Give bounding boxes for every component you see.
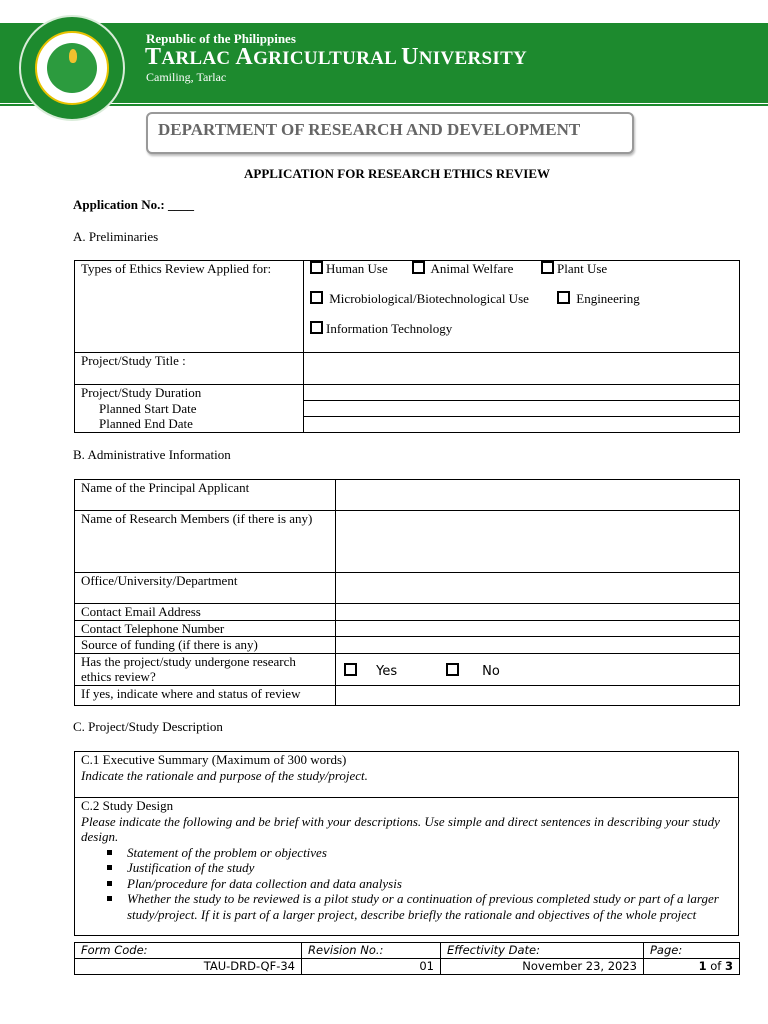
option-information-technology[interactable]: Information Technology: [310, 321, 452, 337]
executive-summary-note: Indicate the rationale and purpose of the study/project.: [81, 767, 368, 783]
page-label: Page:: [644, 943, 740, 959]
university-name: TARLAC AGRICULTURAL UNIVERSITY: [145, 44, 528, 70]
review-status-input[interactable]: [336, 685, 740, 705]
research-members-label: Name of Research Members (if there is any): [75, 511, 336, 573]
checkbox-icon[interactable]: [310, 261, 323, 274]
form-code-label: Form Code:: [75, 943, 302, 959]
study-design-list: [81, 845, 732, 923]
option-engineering[interactable]: Engineering: [557, 291, 640, 307]
types-options: [304, 261, 740, 353]
funding-label: Source of funding (if there is any): [75, 637, 336, 654]
admin-table: [74, 479, 740, 706]
form-footer: [74, 942, 740, 975]
form-code-value: TAU-DRD-QF-34: [75, 959, 302, 975]
ethics-review-options: [336, 653, 740, 685]
option-human-use[interactable]: Human Use: [310, 261, 388, 277]
executive-summary-title: C.1 Executive Summary (Maximum of 300 words): [81, 752, 347, 767]
checkbox-icon[interactable]: [557, 291, 570, 304]
description-table: [74, 751, 739, 936]
page-value: 1 of 3: [644, 959, 740, 975]
checkbox-icon[interactable]: [446, 663, 459, 676]
preliminaries-table: [74, 260, 740, 433]
option-microbiological[interactable]: Microbiological/Biotechnological Use: [310, 291, 529, 307]
section-a-heading: A. Preliminaries: [73, 229, 159, 244]
title-input[interactable]: [304, 353, 740, 385]
duration-label-cell: [75, 385, 304, 433]
principal-applicant-input[interactable]: [336, 480, 740, 511]
option-animal-welfare[interactable]: Animal Welfare: [412, 261, 513, 277]
location-label: Camiling, Tarlac: [146, 70, 227, 84]
office-label: Office/University/Department: [75, 573, 336, 604]
revision-value: 01: [302, 959, 441, 975]
checkbox-icon[interactable]: [541, 261, 554, 274]
checkbox-icon[interactable]: [344, 663, 357, 676]
list-item: Statement of the problem or objectives: [127, 845, 732, 861]
revision-label: Revision No.:: [302, 943, 441, 959]
office-input[interactable]: [336, 573, 740, 604]
department-title: DEPARTMENT OF RESEARCH AND DEVELOPMENT: [158, 120, 581, 139]
review-status-label: If yes, indicate where and status of review: [75, 685, 336, 705]
research-members-input[interactable]: [336, 511, 740, 573]
start-date-input[interactable]: [304, 401, 740, 417]
department-box: [146, 112, 634, 154]
types-label: Types of Ethics Review Applied for:: [75, 261, 304, 353]
title-label: Project/Study Title :: [75, 353, 304, 385]
option-yes[interactable]: Yes: [344, 663, 397, 680]
application-no: Application No.: ____: [73, 197, 194, 212]
duration-input[interactable]: [304, 385, 740, 401]
form-title: APPLICATION FOR RESEARCH ETHICS REVIEW: [243, 166, 551, 181]
email-label: Contact Email Address: [75, 604, 336, 621]
ethics-review-question: Has the project/study undergone research ethics review?: [75, 653, 336, 685]
funding-input[interactable]: [336, 637, 740, 654]
study-design-cell[interactable]: [75, 798, 739, 936]
option-plant-use[interactable]: Plant Use: [541, 261, 607, 277]
list-item: Justification of the study: [127, 860, 732, 876]
checkbox-icon[interactable]: [412, 261, 425, 274]
end-date-input[interactable]: [304, 417, 740, 433]
university-seal-logo: [19, 15, 125, 121]
telephone-label: Contact Telephone Number: [75, 620, 336, 637]
list-item: Whether the study to be reviewed is a pilot study or a continuation of previous completed study or part of a larger study/project. If it is part of a larger project, describe briefly the rationale and objectives of the whole project: [127, 891, 732, 922]
telephone-input[interactable]: [336, 620, 740, 637]
effectivity-label: Effectivity Date:: [441, 943, 644, 959]
end-date-label: Planned End Date: [99, 416, 193, 431]
principal-applicant-label: Name of the Principal Applicant: [75, 480, 336, 511]
section-b-heading: B. Administrative Information: [73, 447, 231, 462]
checkbox-icon[interactable]: [310, 291, 323, 304]
duration-label: Project/Study Duration: [81, 385, 202, 400]
section-c-heading: C. Project/Study Description: [73, 719, 223, 734]
republic-label: Republic of the Philippines: [146, 31, 296, 46]
study-design-note: Please indicate the following and be brief with your descriptions. Use simple and direct sentences in describing your study design.: [81, 813, 720, 844]
email-input[interactable]: [336, 604, 740, 621]
start-date-label: Planned Start Date: [99, 400, 197, 416]
checkbox-icon[interactable]: [310, 321, 323, 334]
list-item: Plan/procedure for data collection and data analysis: [127, 876, 732, 892]
option-no[interactable]: No: [446, 663, 500, 680]
effectivity-value: November 23, 2023: [441, 959, 644, 975]
executive-summary-cell[interactable]: [75, 752, 739, 798]
study-design-title: C.2 Study Design: [81, 798, 174, 813]
